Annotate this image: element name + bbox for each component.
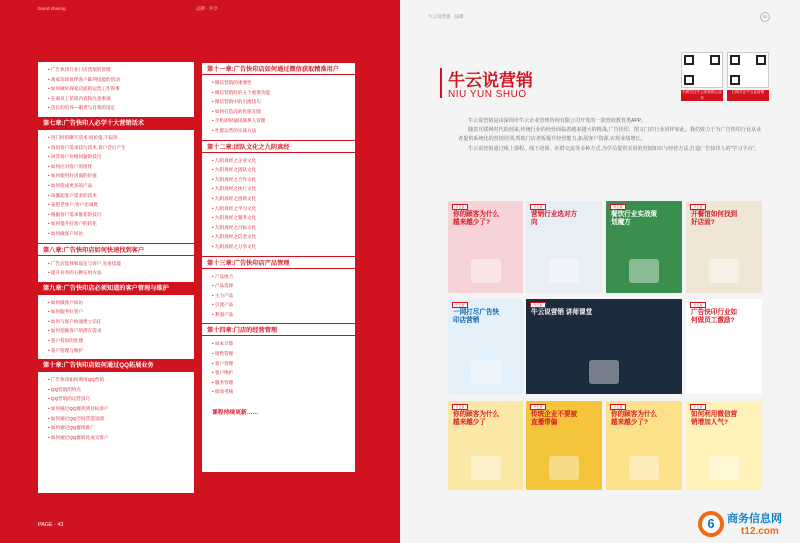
tile-illustration [471, 360, 501, 384]
tile-logo: 牛云说 [530, 404, 546, 410]
chapter-9-title: 第九章:广告快印店必须知道的客户管理与维护 [38, 282, 194, 295]
toc-item: • 如何打造高转化朋友圈 [212, 107, 355, 117]
running-header-center: 品牌 · 共享 [196, 6, 218, 11]
running-header-left: brand sharing [38, 6, 66, 11]
toc-item: • 如何挖掘客户的潜在需求 [48, 326, 194, 336]
toc-item: • 九阴真经之企业文化 [212, 156, 355, 166]
tile-illustration [709, 360, 739, 384]
watermark-domain: t12.com [741, 526, 779, 537]
tile-headline: 你的顾客为什么越来越少了? [611, 411, 658, 426]
course-cover-tile[interactable] [526, 201, 602, 293]
toc-item: • 询问客户需求技巧话术,客户会后产生 [48, 143, 194, 153]
course-cover-tile[interactable] [686, 299, 762, 394]
toc-item: • 如何使用好店面的价值 [48, 171, 194, 181]
toc-item: • 产品选择 [212, 281, 355, 291]
tile-illustration [629, 259, 659, 283]
toc-item: • 九阴真经之服务文化 [212, 213, 355, 223]
tile-headline: 开餐馆如何找到好店面? [691, 211, 738, 226]
tile-illustration [629, 456, 659, 480]
toc-item: • 九阴真经之目标文化 [212, 223, 355, 233]
toc-item: • 九阴真经之合作文化 [212, 175, 355, 185]
course-cover-tile[interactable] [526, 299, 682, 394]
tile-illustration [471, 259, 501, 283]
toc-item: • 微信营销中的引流技巧 [212, 97, 355, 107]
tile-logo: 牛云说 [452, 302, 468, 308]
tile-illustration [549, 259, 579, 283]
toc-item: • 根据客户需求推荐的技巧 [48, 210, 194, 220]
site-watermark [698, 510, 782, 537]
tile-headline: 营销行业选对方向 [531, 211, 578, 226]
toc-item: • 在商员工培训内容和注意事项 [48, 94, 194, 104]
brand-title: 牛云说营销 [448, 71, 533, 90]
toc-item: • 如何与客户快速建立信任 [48, 317, 194, 327]
chapter-14-title: 第十四章:门店的经营管理 [202, 323, 355, 336]
page-number-left: PAGE · 43 [38, 522, 64, 528]
tile-headline: 如何利用微信营销增加人气? [691, 411, 738, 426]
tile-headline: 广告快印行业如何做员工激励? [691, 309, 738, 324]
toc-item: • 该激起客户需求的话术 [48, 191, 194, 201]
toc-item: • 服务管理 [212, 378, 355, 388]
tile-headline: 餐饮行业实战策划魔方 [611, 211, 658, 226]
tile-logo: 牛云说 [690, 302, 706, 308]
paragraph: 牛云说营销通过线上课程、线下培训、社群交流等多种方式,为学员提供实用的营销知识与经营方法,打造广告快印人的“学习平台”。 [468, 145, 760, 152]
toc-item: • 广告店选择和设定与客户,先看技能 [48, 259, 194, 269]
tile-logo: 牛云说 [530, 302, 546, 308]
chapter-11-title: 第十一章:广告快印店如何通过微信获取精准用户 [202, 62, 355, 75]
toc-item: • 微信营销时的五个重要功能 [212, 88, 355, 98]
toc-item: • 如何做好商家店面的运营工作的事 [48, 84, 194, 94]
paragraph: 牛云说营销是由深圳市牛云企业管理咨询有限公司开发的一款营销教育类APP。 [468, 118, 647, 124]
course-updating-note: 课程持续更新…… [212, 410, 259, 417]
toc-item: • 手机即时通讯联系人管理 [212, 116, 355, 126]
toc-item: • 如何通过QQ空间营造氛围 [48, 414, 194, 424]
toc-item: • 九阴真经之信念文化 [212, 232, 355, 242]
chapter-10-title: 第十章:广告快印店如何通过QQ拓展业务 [38, 359, 194, 372]
tile-logo: 牛云说 [452, 404, 468, 410]
toc-item: • 引流产品 [212, 300, 355, 310]
toc-item: • 如何应对客户的担忧 [48, 162, 194, 172]
toc-item: • 绩效考核 [212, 387, 355, 397]
toc-item: • 广告快印行业门店货架的管理 [48, 65, 194, 75]
chapter-7-title: 第七章:广告快印人必学十大营销话术 [38, 117, 194, 130]
tile-headline: 你的顾客为什么越来越少了? [453, 211, 500, 226]
qr-code-icon [681, 52, 723, 88]
qr-caption: 扫码关注牛云说营销 [727, 90, 769, 101]
running-header-right: 牛云说营销 · 品牌 [428, 14, 464, 19]
watermark-logo-icon: 6 [698, 511, 724, 537]
toc-item: • 主力产品 [212, 291, 355, 301]
page-number-right: 53 [760, 12, 770, 22]
chapter-12-title: 第十二章:团队文化之九阴真经 [202, 140, 355, 153]
course-cover-tile[interactable] [526, 401, 602, 490]
tile-logo: 牛云说 [690, 404, 706, 410]
course-cover-tile[interactable] [448, 201, 523, 293]
toc-item: • 安慰老客户,客户忠诚度 [48, 200, 194, 210]
toc-item: • 九阴真经之学习文化 [212, 204, 355, 214]
qr-code-2 [727, 52, 769, 102]
qr-code-1 [681, 52, 723, 102]
toc-item: • 客户维护 [212, 368, 355, 378]
toc-item: • 客户管理与维护 [48, 346, 194, 356]
toc-item: • 产品组合 [212, 272, 355, 282]
toc-item: • QQ营销的特点 [48, 385, 194, 395]
course-cover-tile[interactable] [686, 201, 762, 293]
qr-code-icon [727, 52, 769, 88]
toc-item: • 客户投诉的处理 [48, 336, 194, 346]
qr-caption: 扫码关注牛云说营销公众号 [682, 90, 722, 100]
toc-column-2 [202, 62, 355, 472]
tile-logo: 牛云说 [530, 204, 546, 210]
course-cover-tile[interactable] [686, 401, 762, 490]
toc-item: • 提升业务的五种实用方法 [48, 268, 194, 278]
watermark-title: 商务信息网 [727, 513, 782, 525]
toc-item: • 广告快印如何利用QQ营销 [48, 375, 194, 385]
tile-headline: 你的顾客为什么越来越少了 [453, 411, 500, 426]
toc-column-1 [38, 62, 194, 493]
toc-item: • 微信营销的重要性 [212, 78, 355, 88]
intro-body [458, 117, 764, 154]
toc-item: • 九阴真经之创新文化 [212, 194, 355, 204]
title-accent-bar [440, 68, 442, 98]
toc-item: • 进门时的聊天话术:说价值,不报价 [48, 133, 194, 143]
toc-item: • 如何通过QQ群组推广 [48, 423, 194, 433]
tile-headline: 传统企业不要被直播带偏 [531, 411, 578, 426]
toc-item: • 成本计算 [212, 339, 355, 349]
tile-headline: 一网打尽广告快印店营销 [453, 309, 500, 324]
chapter-13-title: 第十三章:广告快印店产品管理 [202, 256, 355, 269]
toc-item: • 如何做客户回访 [48, 298, 194, 308]
course-cover-tile[interactable] [448, 299, 523, 394]
tile-illustration [589, 360, 619, 384]
toc-item: • 社群运营的实战方法 [212, 126, 355, 136]
tile-illustration [709, 456, 739, 480]
intro-list [38, 62, 194, 117]
tile-illustration [471, 456, 501, 480]
toc-item: • 客户管理 [212, 359, 355, 369]
toc-item: • QQ营销的运营技巧 [48, 394, 194, 404]
toc-item: • 销售管理 [212, 349, 355, 359]
tile-logo: 牛云说 [690, 204, 706, 210]
toc-item: • 九阴真经之分享文化 [212, 242, 355, 252]
toc-item: • 利润产品 [212, 310, 355, 320]
tile-illustration [549, 456, 579, 480]
toc-item: • 九阴真经之团队文化 [212, 165, 355, 175]
toc-item: • 如何做客户回访 [48, 229, 194, 239]
tile-logo: 牛云说 [610, 204, 626, 210]
toc-item: • 九阴真经之执行文化 [212, 184, 355, 194]
toc-item: • 如何服务好客户 [48, 307, 194, 317]
tile-logo: 牛云说 [452, 204, 468, 210]
course-cover-tile[interactable] [448, 401, 523, 490]
tile-headline: 牛云说营销 讲师课堂 [531, 309, 593, 316]
toc-item: • 如何通过QQ群转化成交客户 [48, 433, 194, 443]
toc-item: • 如何提升好客户的转化 [48, 219, 194, 229]
tile-illustration [709, 259, 739, 283]
tile-logo: 牛云说 [610, 404, 626, 410]
paragraph: 随着互联网时代的到来,传统行业的经营面临着越来越大的挑战,广告快印、图文门店行业同样如此。我们致力于为广告快印行业从业者提供系统化的营销培训,帮助门店老板提升经营能力,拓展客户资源,实现业绩增长。 [458, 127, 762, 143]
toc-item: • 店长的培养—职责与自我的设定 [48, 103, 194, 113]
toc-item: • 如何通过QQ群找到目标客户 [48, 404, 194, 414]
toc-item: • 商家培训伙伴客户陈列技能的活动 [48, 75, 194, 85]
brand-title-english: NIU YUN SHUO [448, 89, 527, 100]
toc-item: • 回答客户价格问题的技巧 [48, 152, 194, 162]
course-cover-tile[interactable] [606, 401, 682, 490]
course-cover-tile[interactable] [606, 201, 682, 293]
chapter-8-title: 第八章:广告快印店如何快速找到客户 [38, 243, 194, 256]
toc-item: • 如何促成更多的产品 [48, 181, 194, 191]
